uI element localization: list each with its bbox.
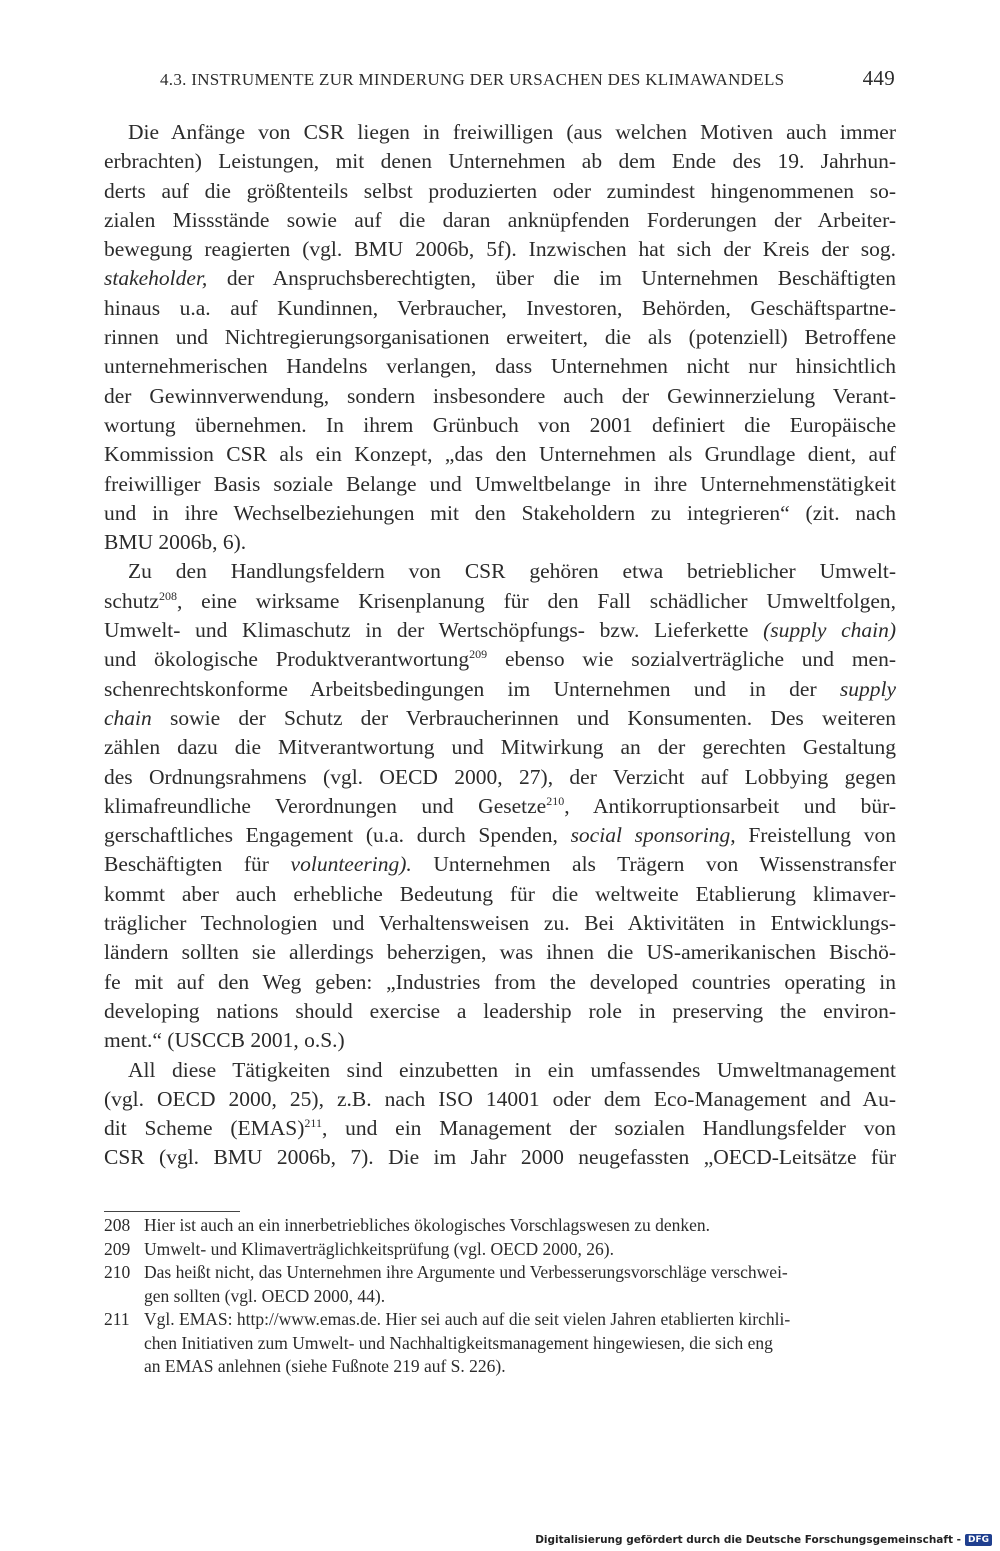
- page-number: 449: [862, 66, 895, 90]
- footnotes: [104, 1214, 896, 1379]
- footnote-line: Umwelt- und Klimaverträglichkeitsprüfung (vgl. OECD 2000, 26).: [144, 1238, 614, 1259]
- text-line: klimafreundliche Verordnungen und Gesetze$^{210}$, Antikorruptionsarbeit und bür-: [104, 793, 896, 818]
- footnote: [104, 1261, 896, 1308]
- italic-term: supply: [839, 676, 896, 701]
- text-line: hinaus u.a. auf Kundinnen, Verbraucher, Investoren, Behörden, Geschäftspartne-: [104, 295, 896, 320]
- text-line: erbrachten) Leistungen, mit denen Unternehmen ab dem Ende des 19. Jahrhun-: [104, 149, 896, 174]
- text-line: bewegung reagierten (vgl. BMU 2006b, 5f). Inzwischen hat sich der Kreis der sog.: [104, 237, 896, 262]
- text-line: und ökologische Produktverantwortung$^{209}$ ebenso wie sozialverträgliche und men-: [104, 647, 897, 672]
- footnote: [104, 1214, 896, 1238]
- text-line: Kommission CSR als ein Konzept, „das den Unternehmen als Grundlage dient, auf: [104, 442, 896, 467]
- footnote-ref: 208: [158, 588, 177, 603]
- text-line: fe mit auf den Weg geben: „Industries from the developed countries operating in: [104, 969, 896, 994]
- footnote: [104, 1238, 896, 1262]
- text-line: Umwelt- und Klimaschutz in der Wertschöpfungs- bzw. Lieferkette (supply chain): [104, 618, 897, 643]
- text-line: der Gewinnverwendung, sondern insbesondere auch der Gewinnerzielung Verant-: [104, 383, 896, 408]
- footnote-line: Hier ist auch an ein innerbetriebliches ökologisches Vorschlagswesen zu denken.: [144, 1215, 710, 1235]
- text-line: kommt aber auch erhebliche Bedeutung für die weltweite Etablierung klimaver-: [104, 881, 896, 906]
- footnote-ref: 211: [304, 1116, 322, 1131]
- text-line: des Ordnungsrahmens (vgl. OECD 2000, 27), der Verzicht auf Lobbying gegen: [104, 764, 896, 789]
- footnote-number: 210: [104, 1262, 131, 1282]
- text-line: CSR (vgl. BMU 2006b, 7). Die im Jahr 2000 neugefassten „OECD-Leitsätze für: [104, 1145, 896, 1170]
- text-line: wortung übernehmen. In ihrem Grünbuch von 2001 definiert die Europäische: [104, 412, 896, 437]
- text-line: chain sowie der Schutz der Verbraucherinnen und Konsumenten. Des weiteren: [104, 705, 896, 730]
- footnote-line: an EMAS anlehnen (siehe Fußnote 219 auf S. 226).: [144, 1356, 506, 1376]
- footnote-line: Das heißt nicht, das Unternehmen ihre Argumente und Verbesserungsvorschläge verschwei-: [144, 1262, 788, 1282]
- text-line: freiwilliger Basis soziale Belange und Umweltbelange in ihre Unternehmenstätigkeit: [104, 471, 896, 496]
- text-line: und in ihre Wechselbeziehungen mit den Stakeholdern zu integrieren“ (zit. nach: [104, 500, 896, 525]
- text-line: schenrechtskonforme Arbeitsbedingungen im Unternehmen und in der supply: [104, 676, 896, 701]
- italic-term: social sponsoring,: [570, 823, 736, 848]
- running-header: [160, 66, 895, 91]
- text-line: Zu den Handlungsfeldern von CSR gehören etwa betrieblicher Umwelt-: [128, 559, 896, 584]
- text-line: ment.“ (USCCB 2001, o.S.): [104, 1028, 345, 1053]
- italic-term: stakeholder,: [104, 266, 208, 291]
- main-text: [104, 118, 896, 1173]
- footnote: [104, 1308, 896, 1379]
- text-line: zählen dazu die Mitverantwortung und Mitwirkung an der gerechten Gestaltung: [104, 735, 896, 760]
- digitization-credit: [535, 1534, 992, 1546]
- footnote-ref: 209: [469, 647, 488, 662]
- text-line: schutz$^{208}$, eine wirksame Krisenplanung für den Fall schädlicher Umweltfolgen,: [104, 588, 896, 613]
- footnote-line: gen sollten (vgl. OECD 2000, 44).: [144, 1285, 386, 1306]
- text-line: gerschaftliches Engagement (u.a. durch Spenden, social sponsoring, Freistellung von: [104, 823, 896, 848]
- text-line: unternehmerischen Handelns verlangen, dass Unternehmen nicht nur hinsichtlich: [104, 354, 896, 379]
- italic-term: chain: [104, 705, 152, 730]
- footnote-line: Vgl. EMAS: http://www.emas.de. Hier sei auch auf die seit vielen Jahren etablierten kirchli-: [144, 1309, 791, 1329]
- footnote-line: chen Initiativen zum Umwelt- und Nachhaltigkeitsmanagement hingewiesen, die sich eng: [144, 1332, 773, 1353]
- running-title: 4.3. INSTRUMENTE ZUR MINDERUNG DER URSACHEN DES KLIMAWANDELS: [160, 70, 785, 89]
- text-line: ländern sollten sie allerdings beherzigen, was ihnen die US-amerikanischen Bischö-: [104, 940, 896, 965]
- dfg-logo-icon: DFG: [965, 1534, 992, 1546]
- credit-text: Digitalisierung gefördert durch die Deutsche Forschungsgemeinschaft -: [535, 1534, 961, 1546]
- footnote-ref: 210: [546, 793, 565, 808]
- italic-term: volunteering).: [290, 852, 412, 877]
- text-line: developing nations should exercise a leadership role in preserving the environ-: [104, 998, 896, 1023]
- text-line: Beschäftigten für volunteering). Unternehmen als Trägern von Wissenstransfer: [104, 852, 897, 877]
- italic-term: (supply chain): [763, 618, 897, 643]
- text-line: zialen Missstände sowie auf die daran anknüpfenden Forderungen der Arbeiter-: [104, 207, 896, 232]
- text-line: dit Scheme (EMAS)$^{211}$, und ein Management der sozialen Handlungsfelder von: [104, 1116, 897, 1141]
- text-line: stakeholder, der Anspruchsberechtigten, über die im Unternehmen Beschäftigten: [104, 266, 896, 291]
- text-line: träglicher Technologien und Verhaltensweisen zu. Bei Aktivitäten in Entwicklungs-: [104, 911, 896, 936]
- text-line: Die Anfänge von CSR liegen in freiwilligen (aus welchen Motiven auch immer: [128, 120, 896, 144]
- text-line: derts auf die größtenteils selbst produzierten oder zumindest hingenommenen so-: [104, 178, 896, 203]
- text-line: All diese Tätigkeiten sind einzubetten in ein umfassendes Umweltmanagement: [128, 1057, 896, 1082]
- footnote-number: 208: [104, 1215, 131, 1235]
- text-line: (vgl. OECD 2000, 25), z.B. nach ISO 14001 oder dem Eco-Management and Au-: [104, 1086, 896, 1111]
- footnote-separator: [104, 1211, 240, 1212]
- text-line: rinnen und Nichtregierungsorganisationen erweitert, die als (potenziell) Betroffene: [104, 325, 896, 350]
- footnote-number: 209: [104, 1238, 131, 1259]
- footnote-number: 211: [104, 1309, 130, 1329]
- text-line: BMU 2006b, 6).: [104, 530, 247, 555]
